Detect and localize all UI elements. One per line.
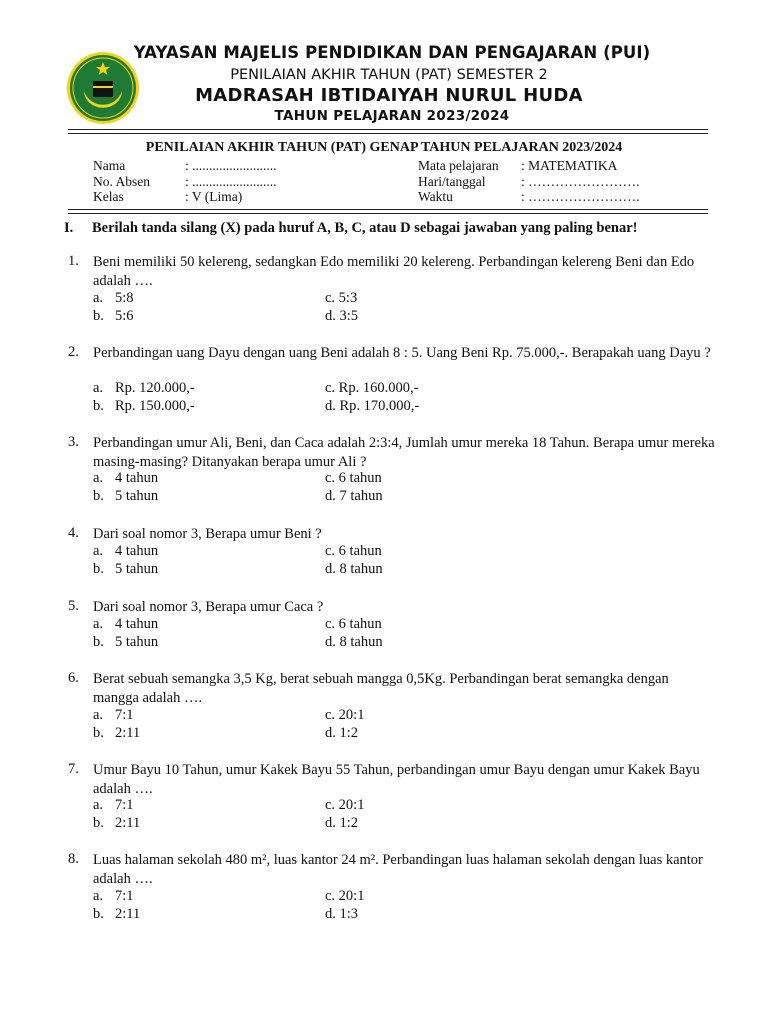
option-b[interactable]: b. 5 tahun — [93, 561, 159, 577]
option-b[interactable]: b. 2:11 — [93, 815, 141, 831]
section-number: I. — [64, 220, 74, 236]
option-c[interactable]: c. 6 tahun — [325, 470, 382, 486]
info-divider-bottom — [68, 213, 708, 214]
question-number: 5. — [68, 598, 79, 614]
question-text: Luas halaman sekolah 480 m², luas kantor 24 m². Perbandingan luas halaman sekolah dengan luas kantor adalah …. — [93, 852, 703, 887]
option-b[interactable]: b. 5 tahun — [93, 488, 159, 504]
header-divider-top — [68, 129, 708, 130]
option-d[interactable]: d. 7 tahun — [325, 488, 383, 504]
foundation-name: YAYASAN MAJELIS PENDIDIKAN DAN PENGAJARAN (PUI) — [133, 43, 651, 62]
absen-field[interactable]: : ......................... — [185, 174, 277, 189]
absen-label: No. Absen — [93, 174, 150, 189]
hari-field[interactable]: : ……………………. — [521, 174, 640, 189]
question-text: Dari soal nomor 3, Berapa umur Beni ? — [93, 526, 322, 542]
option-a[interactable]: a. 4 tahun — [93, 616, 159, 632]
option-a[interactable]: a. 7:1 — [93, 888, 134, 904]
option-c[interactable]: c. Rp. 160.000,- — [325, 380, 419, 396]
question-number: 2. — [68, 344, 79, 360]
kelas-label: Kelas — [93, 189, 124, 204]
option-c[interactable]: c. 20:1 — [325, 888, 365, 904]
option-a[interactable]: a. Rp. 120.000,- — [93, 380, 195, 396]
instruction-text: Berilah tanda silang (X) pada huruf A, B, C, atau D sebagai jawaban yang paling benar! — [92, 220, 638, 236]
option-d[interactable]: d. 8 tahun — [325, 561, 383, 577]
header-divider-bottom — [68, 133, 708, 134]
school-name: MADRASAH IBTIDAIYAH NURUL HUDA — [195, 85, 583, 106]
academic-year: TAHUN PELAJARAN 2023/2024 — [274, 108, 510, 124]
option-c[interactable]: c. 20:1 — [325, 707, 365, 723]
option-c[interactable]: c. 6 tahun — [325, 616, 382, 632]
option-b[interactable]: b. 2:11 — [93, 906, 141, 922]
waktu-field[interactable]: : ……………………. — [521, 189, 640, 204]
question-text: Dari soal nomor 3, Berapa umur Caca ? — [93, 599, 324, 615]
option-d[interactable]: d. 3:5 — [325, 308, 359, 324]
option-d[interactable]: d. Rp. 170.000,- — [325, 398, 420, 414]
nama-field[interactable]: : ......................... — [185, 158, 277, 173]
option-b[interactable]: b. 5:6 — [93, 308, 134, 324]
mapel-value: : MATEMATIKA — [521, 158, 618, 173]
question-text: Perbandingan umur Ali, Beni, dan Caca adalah 2:3:4, Jumlah umur mereka 18 Tahun. Berapa umur mereka masing-masing? Ditanyakan berapa umur Ali ? — [93, 435, 715, 470]
option-d[interactable]: d. 1:2 — [325, 725, 359, 741]
option-c[interactable]: c. 6 tahun — [325, 543, 382, 559]
option-c[interactable]: c. 5:3 — [325, 290, 358, 306]
option-a[interactable]: a. 4 tahun — [93, 543, 159, 559]
option-c[interactable]: c. 20:1 — [325, 797, 365, 813]
option-b[interactable]: b. 5 tahun — [93, 634, 159, 650]
hari-label: Hari/tanggal — [418, 174, 486, 189]
option-d[interactable]: d. 8 tahun — [325, 634, 383, 650]
option-a[interactable]: a. 7:1 — [93, 707, 134, 723]
info-divider-top — [68, 209, 708, 210]
question-text: Perbandingan uang Dayu dengan uang Beni adalah 8 : 5. Uang Beni Rp. 75.000,-. Berapakah uang Dayu ? — [93, 345, 711, 361]
question-number: 6. — [68, 670, 79, 686]
question-number: 8. — [68, 851, 79, 867]
question-text: Beni memiliki 50 kelereng, sedangkan Edo memiliki 20 kelereng. Perbandingan kelereng Beni dan Edo adalah …. — [93, 254, 695, 289]
waktu-label: Waktu — [418, 189, 453, 204]
option-d[interactable]: d. 1:2 — [325, 815, 359, 831]
kelas-value: : V (Lima) — [185, 189, 243, 204]
question-number: 7. — [68, 761, 79, 777]
option-b[interactable]: b. 2:11 — [93, 725, 141, 741]
mapel-label: Mata pelajaran — [418, 158, 499, 173]
section-instruction — [64, 220, 637, 237]
question-text: Umur Bayu 10 Tahun, umur Kakek Bayu 55 Tahun, perbandingan umur Bayu dengan umur Kakek Bayu adalah …. — [93, 762, 700, 797]
option-a[interactable]: a. 7:1 — [93, 797, 134, 813]
question-number: 4. — [68, 525, 79, 541]
question-number: 1. — [68, 253, 79, 269]
option-d[interactable]: d. 1:3 — [325, 906, 359, 922]
exam-title: PENILAIAN AKHIR TAHUN (PAT) GENAP TAHUN PELAJARAN 2023/2024 — [145, 140, 623, 155]
question-number: 3. — [68, 434, 79, 450]
option-a[interactable]: a. 4 tahun — [93, 470, 159, 486]
option-b[interactable]: b. Rp. 150.000,- — [93, 398, 195, 414]
exam-semester: PENILAIAN AKHIR TAHUN (PAT) SEMESTER 2 — [230, 67, 548, 83]
nama-label: Nama — [93, 158, 126, 173]
question-text: Berat sebuah semangka 3,5 Kg, berat sebuah mangga 0,5Kg. Perbandingan berat semangka dengan mangga adalah …. — [93, 671, 669, 706]
option-a[interactable]: a. 5:8 — [93, 290, 134, 306]
